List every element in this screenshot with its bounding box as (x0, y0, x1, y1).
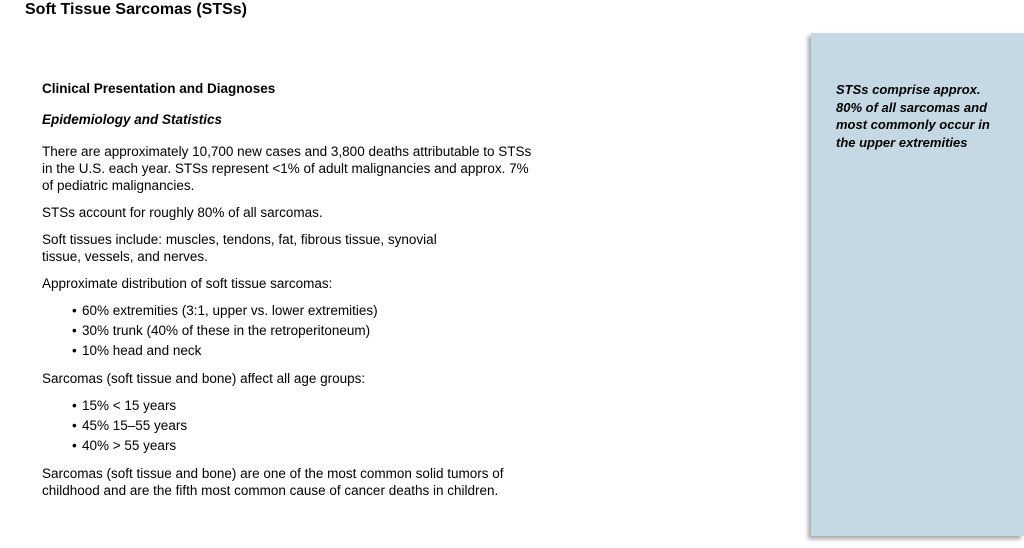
distribution-list (42, 302, 562, 359)
bullet-icon: • (72, 418, 77, 433)
sarcoma-share-paragraph: STSs account for roughly 80% of all sarcomas. (42, 205, 323, 220)
age-intro: Sarcomas (soft tissue and bone) affect all age groups: (42, 371, 366, 386)
bullet-icon: • (72, 438, 77, 453)
bullet-icon: • (72, 343, 77, 358)
bullet-icon: • (72, 398, 77, 413)
list-item: • 60% extremities (3:1, upper vs. lower extremities) (72, 303, 378, 318)
sidebar-callout-panel (811, 33, 1024, 536)
closing-paragraph: Sarcomas (soft tissue and bone) are one of the most common solid tumors of childhood and are the fifth most common cause of cancer deaths in children. (42, 466, 504, 498)
list-item: • 15% < 15 years (72, 398, 177, 413)
callout-text: STSs comprise approx. 80% of all sarcomas and most commonly occur in the upper extremities (836, 82, 990, 150)
distribution-intro: Approximate distribution of soft tissue sarcomas: (42, 276, 333, 291)
bullet-icon: • (72, 323, 77, 338)
main-content (42, 80, 562, 509)
list-item: • 30% trunk (40% of these in the retroperitoneum) (72, 323, 371, 338)
bullet-icon: • (72, 303, 77, 318)
list-item: • 10% head and neck (72, 343, 202, 358)
age-list (42, 397, 562, 454)
list-item: • 40% > 55 years (72, 438, 177, 453)
list-item: • 45% 15–55 years (72, 418, 188, 433)
subsection-heading: Epidemiology and Statistics (42, 112, 223, 127)
soft-tissues-paragraph: Soft tissues include: muscles, tendons, fat, fibrous tissue, synovial tissue, vessels, and nerves. (42, 232, 437, 264)
section-heading: Clinical Presentation and Diagnoses (42, 81, 276, 96)
page-title: Soft Tissue Sarcomas (STSs) (25, 1, 247, 18)
epidemiology-paragraph: There are approximately 10,700 new cases and 3,800 deaths attributable to STSs in the U.S. each year. STSs represent <1% of adult malignancies and approx. 7% of pediatric malignancies. (42, 144, 532, 193)
